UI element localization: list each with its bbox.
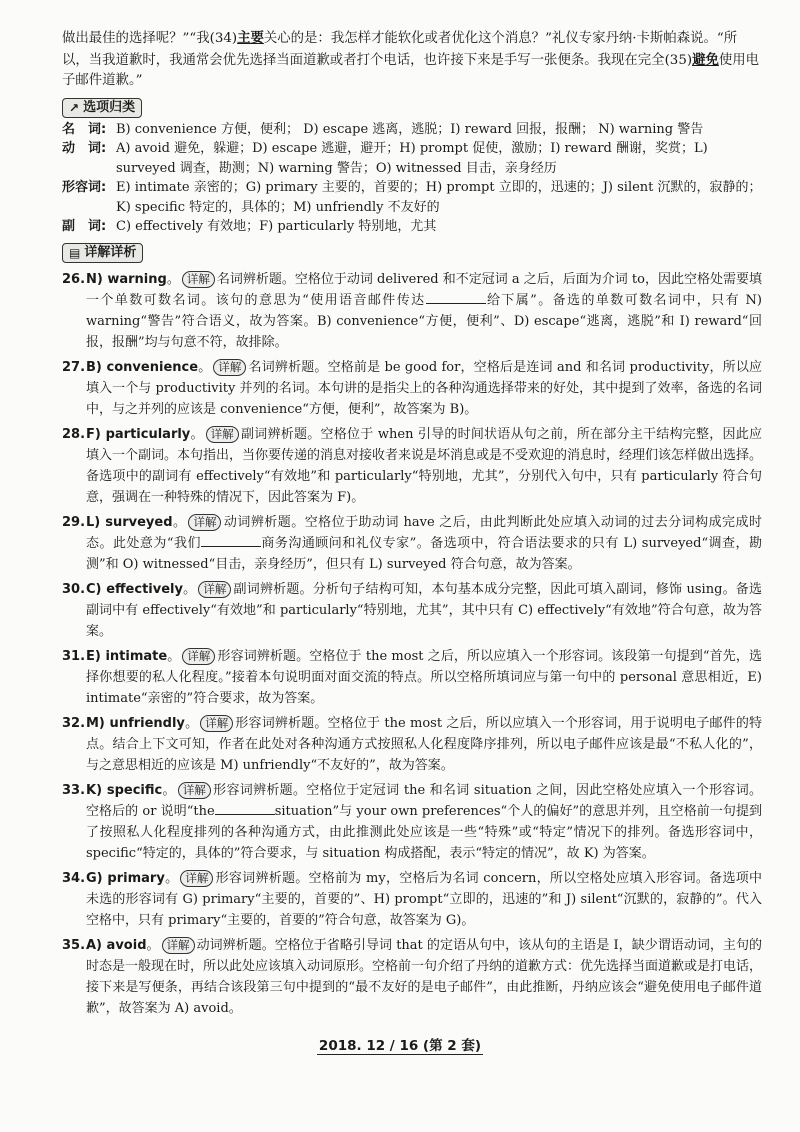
- item-body: G) primary。 详解 形容词辨析题。空格前为 my，空格后为名词 concern，所以空格处应填入形容词。备选项中未选的形容词有 G) primary“主要的，首要的”、H) prompt“立即的，迅速的”和 J) silent“沉默的，寂静的”。代入空格中，只有 primary“主要的，首要的”符合句意，故答案为 G)。: [86, 870, 763, 928]
- item-body: L) surveyed。 详解 动词辨析题。空格位于助动词 have 之后，由此判断此处应填入动词的过去分词构成完成时态。此处意为“我们 商务沟通顾问和礼仪专家”。备选项中，符合语法要求的只有 L) surveyed“调查，勘测”和 O) witnessed“目击，亲身经历”，但只有 L) surveyed 符合句意，故为答案。: [86, 514, 762, 572]
- item-explanation: 形容词辨析题。空格位于 the most 之后，所以应填入一个形容词。该段第一句提到“首先，选择你想要的私人化程度。”接着本句说明面对面交流的特点。所以空格所填词应与第一句中的 personal 意思相近，E) intimate“亲密的”符合要求，故为答案。: [86, 648, 762, 706]
- arrow-icon: ↗: [69, 100, 80, 115]
- vocab-row: [62, 120, 762, 140]
- intro-underline-2: 避免: [692, 51, 719, 68]
- intro-text-2: 关心的是：我怎样才能软化或者优化这个消息？”礼仪专家丹纳·卡斯帕森说。“所以，当我道歉时，我通常会优先选择当面道歉或者打个电话，也许接下来是手写一张便条。我现在完全(35): [62, 31, 738, 68]
- detail-tag: 详解: [178, 782, 211, 799]
- vocab-text: A) avoid 避免，躲避；D) escape 逃避，避开；H) prompt 促使，激励；I) reward 酬谢，奖赏；L) surveyed 调查，勘测；N) warning 警告；O) witnessed 目击，亲身经历: [116, 141, 708, 176]
- page-footer: [0, 1034, 800, 1054]
- vocab-title-text: 选项归类: [83, 99, 136, 115]
- item-explanation: 形容词辨析题。空格位于定冠词 the 和名词 situation 之间，因此空格处应填入一个形容词。空格后的 or 说明“the: [86, 782, 763, 819]
- item-explanation: 形容词辨析题。空格位于 the most 之后，所以应填入一个形容词，用于说明电子邮件的特点。结合上下文可知，作者在此处对各种沟通方式按照私人化程度降序排列，所以电子邮件应该是最“不私人化的”，与之意思相近的应该是 M) unfriendly“不友好的”，故为答案。: [86, 715, 762, 773]
- item-explanation-cont: situation”与 your own preferences“个人的偏好”的意思并列，且空格前一句提到了按照私人化程度排列的各种沟通方式，由此推测此处应该是一些“特殊”或“特定”情况下的排列。备选形容词中，specific“特定的，具体的”符合要求，与 situation 构成搭配，表示“特定的情况”，故 K) 为答案。: [86, 803, 763, 861]
- blank-line: [201, 534, 261, 547]
- footer-text: 2018. 12 / 16 (第 2 套): [318, 1038, 482, 1054]
- item-explanation: 名词辨析题。空格前是 be good for，空格后是连词 and 和名词 productivity，所以应填入一个与 productivity 并列的名词。本句讲的是指尖上的各种沟通选择带来的好处，其中提到了效率，备选的名词中，与之并列的应该是 convenience“方便，便利”，故答案为 B)。: [86, 359, 762, 417]
- item-explanation: 动词辨析题。空格位于省略引导词 that 的定语从句中，该从句的主语是 I，缺少谓语动词，主句的时态是一般现在时，所以此处应该填入动词原形。空格前一句介绍了丹纳的道歉方式：优先选择当面道歉或是打电话，接下来是写便条，再结合该段第三句中提到的“最不友好的是电子邮件”，由此推断，丹纳应该会“避免使用电子邮件道歉”，故答案为 A) avoid。: [86, 937, 763, 1016]
- blank-line: [215, 802, 275, 815]
- intro-paragraph: [62, 28, 762, 92]
- item-number: 31.: [62, 648, 86, 664]
- item-explanation: 形容词辨析题。空格前为 my，空格后为名词 concern，所以空格处应填入形容词。备选项中未选的形容词有 G) primary“主要的，首要的”、H) prompt“立即的，迅速的”和 J) silent“沉默的，寂静的”。代入空格中，只有 primary“主要的，首要的”符合句意，故答案为 G)。: [86, 870, 763, 928]
- detail-tag: 详解: [180, 870, 213, 887]
- vocab-row: [62, 178, 762, 217]
- detail-tag: 详解: [213, 359, 246, 376]
- vocab-row: [62, 139, 762, 178]
- item-explanation: 名词辨析题。空格位于动词 delivered 和不定冠词 a 之后，后面为介词 to，因此空格处需要填一个单数可数名词。该句的意思为“使用语音邮件传达: [86, 271, 763, 308]
- item-number: 27.: [62, 359, 86, 375]
- item-number: 26.: [62, 271, 86, 287]
- item-answer: M) unfriendly: [86, 715, 185, 731]
- detail-tag: 详解: [162, 937, 195, 954]
- item-number: 29.: [62, 514, 86, 530]
- detail-item: [62, 357, 762, 420]
- item-body: K) specific。 详解 形容词辨析题。空格位于定冠词 the 和名词 situation 之间，因此空格处应填入一个形容词。空格后的 or 说明“the situation”与 your own preferences“个人的偏好”的意思并列，且空格前一句提到了按照私人化程度排列的各种沟通方式，由此推测此处应该是一些“特殊”或“特定”情况下的排列。备选形容词中，specific“特定的，具体的”符合要求，与 situation 构成搭配，表示“特定的情况”，故 K) 为答案。: [86, 782, 763, 861]
- item-number: 35.: [62, 937, 86, 953]
- detail-tag: 详解: [182, 271, 215, 288]
- detail-item: [62, 579, 762, 642]
- vocab-label: 副 词:: [62, 219, 107, 234]
- item-number: 33.: [62, 782, 86, 798]
- item-body: E) intimate。 详解 形容词辨析题。空格位于 the most 之后，所以应填入一个形容词。该段第一句提到“首先，选择你想要的私人化程度。”接着本句说明面对面交流的特点。所以空格所填词应与第一句中的 personal 意思相近，E) intimate“亲密的”符合要求，故为答案。: [86, 648, 762, 706]
- detail-tag: 详解: [198, 581, 231, 598]
- item-explanation: 动词辨析题。空格位于助动词 have 之后，由此判断此处应填入动词的过去分词构成完成时态。此处意为“我们: [86, 514, 762, 551]
- item-answer: E) intimate: [86, 648, 168, 664]
- details-title-text: 详解详析: [84, 244, 137, 260]
- detail-item: [62, 512, 762, 575]
- item-explanation: 副词辨析题。空格位于 when 引导的时间状语从句之前，所在部分主干结构完整，因此应填入一个副词。本句指出，当你要传递的消息对接收者来说是坏消息或是不受欢迎的消息时，经理们该怎样做出选择。备选项中的副词有 effectively“有效地”和 particularly“特别地，尤其”，分别代入句中，只有 particularly 符合句意，强调在一种特殊的情况下，因此答案为 F)。: [86, 426, 763, 505]
- vocab-text: C) effectively 有效地；F) particularly 特别地，尤其: [116, 219, 437, 234]
- item-number: 32.: [62, 715, 86, 731]
- item-body: N) warning。 详解 名词辨析题。空格位于动词 delivered 和不定冠词 a 之后，后面为介词 to，因此空格处需要填一个单数可数名词。该句的意思为“使用语音邮件传达 给下属”。备选的单数可数名词中，只有 N) warning“警告”符合语义，故为答案。B) convenience“方便，便利”、D) escape“逃离，逃脱”和 I) reward“回报，报酬”均与句意不符，故排除。: [86, 271, 763, 350]
- vocab-list: [62, 120, 762, 237]
- item-body: C) effectively。 详解 副词辨析题。分析句子结构可知，本句基本成分完整，因此可填入副词，修饰 using。备选副词中有 effectively“有效地”和 particularly“特别地，尤其”，其中只有 C) effectively“有效地”符合句意，故为答案。: [86, 581, 762, 639]
- details-list: [62, 269, 762, 1019]
- vocab-section-title: [62, 98, 142, 118]
- detail-tag: 详解: [182, 648, 215, 665]
- item-answer: G) primary: [86, 870, 165, 886]
- item-answer: K) specific: [86, 782, 163, 798]
- detail-tag: 详解: [188, 514, 221, 531]
- detail-tag: 详解: [206, 426, 239, 443]
- item-body: F) particularly。 详解 副词辨析题。空格位于 when 引导的时间状语从句之前，所在部分主干结构完整，因此应填入一个副词。本句指出，当你要传递的消息对接收者来说是坏消息或是不受欢迎的消息时，经理们该怎样做出选择。备选项中的副词有 effectively“有效地”和 particularly“特别地，尤其”，分别代入句中，只有 particularly 符合句意，强调在一种特殊的情况下，因此答案为 F)。: [86, 426, 763, 505]
- vocab-row: [62, 217, 762, 237]
- vocab-label: 动 词:: [62, 141, 107, 156]
- vocab-text: E) intimate 亲密的；G) primary 主要的，首要的；H) prompt 立即的，迅速的；J) silent 沉默的，寂静的；K) specific 特定的，具体的；M) unfriendly 不友好的: [116, 180, 762, 215]
- intro-underline-1: 主要: [237, 30, 264, 46]
- book-icon: ▤: [69, 245, 81, 260]
- vocab-text: B) convenience 方便，便利； D) escape 逃离，逃脱；I) reward 回报，报酬； N) warning 警告: [116, 121, 704, 137]
- item-answer: A) avoid: [86, 937, 147, 953]
- item-number: 34.: [62, 870, 86, 886]
- item-body: B) convenience。 详解 名词辨析题。空格前是 be good for，空格后是连词 and 和名词 productivity，所以应填入一个与 productivity 并列的名词。本句讲的是指尖上的各种沟通选择带来的好处，其中提到了效率，备选的名词中，与之并列的应该是 convenience“方便，便利”，故答案为 B)。: [86, 359, 762, 417]
- intro-text-1: 做出最佳的选择呢？”“我(34): [62, 31, 238, 46]
- detail-item: [62, 713, 762, 776]
- item-answer: F) particularly: [86, 426, 191, 442]
- item-explanation: 副词辨析题。分析句子结构可知，本句基本成分完整，因此可填入副词，修饰 using。备选副词中有 effectively“有效地”和 particularly“特别地，尤其”，其中只有 C) effectively“有效地”符合句意，故为答案。: [86, 581, 762, 639]
- item-number: 28.: [62, 426, 86, 442]
- detail-item: [62, 269, 762, 353]
- item-body: A) avoid。 详解 动词辨析题。空格位于省略引导词 that 的定语从句中，该从句的主语是 I，缺少谓语动词，主句的时态是一般现在时，所以此处应该填入动词原形。空格前一句介绍了丹纳的道歉方式：优先选择当面道歉或是打电话，接下来是写便条，再结合该段第三句中提到的“最不友好的是电子邮件”，由此推断，丹纳应该会“避免使用电子邮件道歉”，故答案为 A) avoid。: [86, 937, 763, 1016]
- item-explanation-cont: 给下属”。备选的单数可数名词中，只有 N) warning“警告”符合语义，故为答案。B) convenience“方便，便利”、D) escape“逃离，逃脱”和 I) reward“回报，报酬”均与句意不符，故排除。: [86, 292, 762, 350]
- detail-item: [62, 935, 762, 1019]
- item-answer: N) warning: [86, 271, 167, 287]
- details-section-title: [62, 243, 143, 263]
- item-number: 30.: [62, 581, 86, 597]
- vocab-label: 形容词:: [62, 180, 107, 195]
- vocab-label: 名 词:: [62, 121, 107, 137]
- detail-item: [62, 868, 762, 931]
- detail-tag: 详解: [200, 715, 233, 732]
- intro-text-3: 使用电子邮件道歉。”: [62, 52, 760, 88]
- item-answer: B) convenience: [86, 359, 199, 375]
- item-body: M) unfriendly。 详解 形容词辨析题。空格位于 the most 之后，所以应填入一个形容词，用于说明电子邮件的特点。结合上下文可知，作者在此处对各种沟通方式按照私人化程度降序排列，所以电子邮件应该是最“不私人化的”，与之意思相近的应该是 M) unfriendly“不友好的”，故为答案。: [86, 715, 762, 773]
- detail-item: [62, 646, 762, 709]
- blank-line: [426, 291, 486, 304]
- item-answer: L) surveyed: [86, 514, 173, 530]
- item-answer: C) effectively: [86, 581, 183, 597]
- item-explanation-cont: 商务沟通顾问和礼仪专家”。备选项中，符合语法要求的只有 L) surveyed“调查，勘测”和 O) witnessed“目击，亲身经历”，但只有 L) surveyed 符合句意，故为答案。: [86, 535, 762, 572]
- detail-item: [62, 424, 762, 508]
- detail-item: [62, 780, 762, 864]
